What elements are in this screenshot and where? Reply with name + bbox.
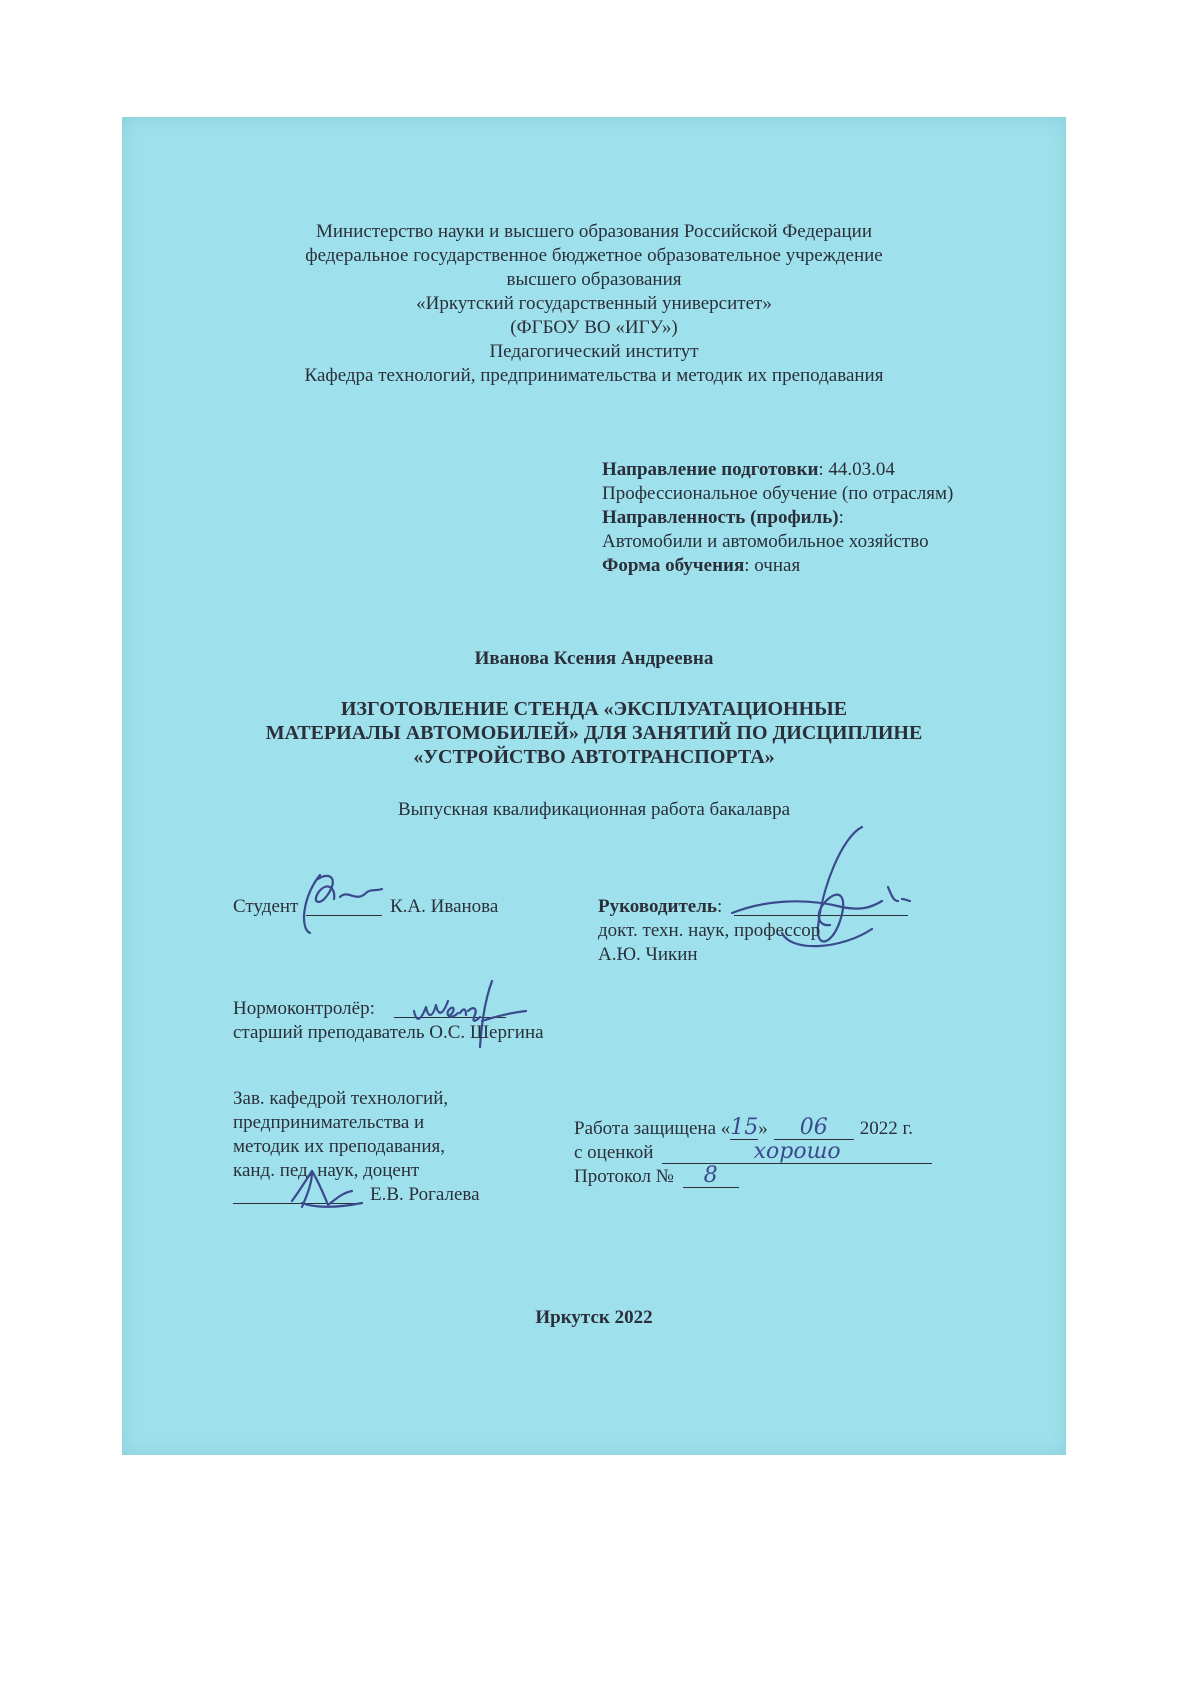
- normcontrol-label: Нормоконтролёр:: [233, 998, 375, 1019]
- ministry-line: Министерство науки и высшего образования Российской Федерации: [316, 221, 872, 242]
- city-year: Иркутск 2022: [535, 1307, 653, 1328]
- grade-row: [574, 1141, 932, 1165]
- institution-type-line: федеральное государственное бюджетное образовательное учреждение: [305, 245, 883, 266]
- institute-name: Педагогический институт: [489, 341, 699, 362]
- study-form-row: [602, 554, 800, 578]
- defense-month: 06: [774, 1117, 854, 1140]
- thesis-title-line2: МАТЕРИАЛЫ АВТОМОБИЛЕЙ» ДЛЯ ЗАНЯТИЙ ПО ДИСЦИПЛИНЕ: [265, 722, 923, 744]
- author-name: Иванова Ксения Андреевна: [474, 648, 714, 669]
- supervisor-title: докт. техн. наук, профессор: [598, 920, 821, 941]
- student-name: К.А. Иванова: [390, 896, 499, 917]
- profile-colon: :: [838, 507, 844, 528]
- grade-label: с оценкой: [574, 1142, 654, 1163]
- normcontrol-position: старший преподаватель О.С. Шергина: [233, 1022, 544, 1043]
- head-line4: канд. пед. наук, доцент: [233, 1160, 420, 1181]
- supervisor-colon: :: [716, 896, 723, 917]
- protocol-label: Протокол №: [574, 1166, 674, 1187]
- defense-quote-close: »: [758, 1118, 768, 1139]
- protocol-number: 8: [683, 1165, 739, 1188]
- thesis-type: Выпускная квалификационная работа бакалавра: [397, 799, 791, 820]
- supervisor-row: [598, 895, 722, 919]
- direction-label: Направление подготовки: [602, 459, 819, 480]
- head-name: Е.В. Рогалева: [370, 1184, 480, 1205]
- student-label: Студент: [233, 896, 299, 917]
- defense-row: [574, 1117, 913, 1141]
- head-line1: Зав. кафедрой технологий,: [233, 1088, 449, 1109]
- head-line3: методик их преподавания,: [233, 1136, 445, 1157]
- defended-label: Работа защищена «: [574, 1118, 731, 1139]
- thesis-title-line3: «УСТРОЙСТВО АВТОТРАНСПОРТА»: [413, 746, 775, 768]
- protocol-row: [574, 1165, 739, 1189]
- head-line2: предпринимательства и: [233, 1112, 425, 1133]
- education-level-line: высшего образования: [506, 269, 682, 290]
- supervisor-label: Руководитель: [598, 896, 717, 917]
- grade-value: хорошо: [662, 1141, 932, 1164]
- study-form-value: : очная: [744, 555, 801, 576]
- university-name: «Иркутский государственный университет»: [416, 293, 772, 314]
- direction-code: : 44.03.04: [818, 459, 895, 480]
- profile-name: Автомобили и автомобильное хозяйство: [602, 531, 929, 552]
- direction-row: [602, 458, 895, 482]
- defense-year: 2022 г.: [859, 1118, 913, 1139]
- university-abbr: (ФГБОУ ВО «ИГУ»): [510, 317, 678, 338]
- department-name: Кафедра технологий, предпринимательства и методик их преподавания: [304, 365, 884, 386]
- normcontrol-signature: [404, 977, 534, 1057]
- title-page: [122, 117, 1066, 1455]
- student-signature: [296, 867, 386, 937]
- profile-row: [602, 506, 844, 530]
- head-signature: [272, 1157, 382, 1217]
- profile-label: Направленность (профиль): [602, 507, 839, 528]
- study-form-label: Форма обучения: [602, 555, 745, 576]
- thesis-title-line1: ИЗГОТОВЛЕНИЕ СТЕНДА «ЭКСПЛУАТАЦИОННЫЕ: [340, 698, 848, 720]
- supervisor-name: А.Ю. Чикин: [598, 944, 698, 965]
- direction-name: Профессиональное обучение (по отраслям): [602, 483, 954, 504]
- defense-day: 15: [730, 1115, 759, 1140]
